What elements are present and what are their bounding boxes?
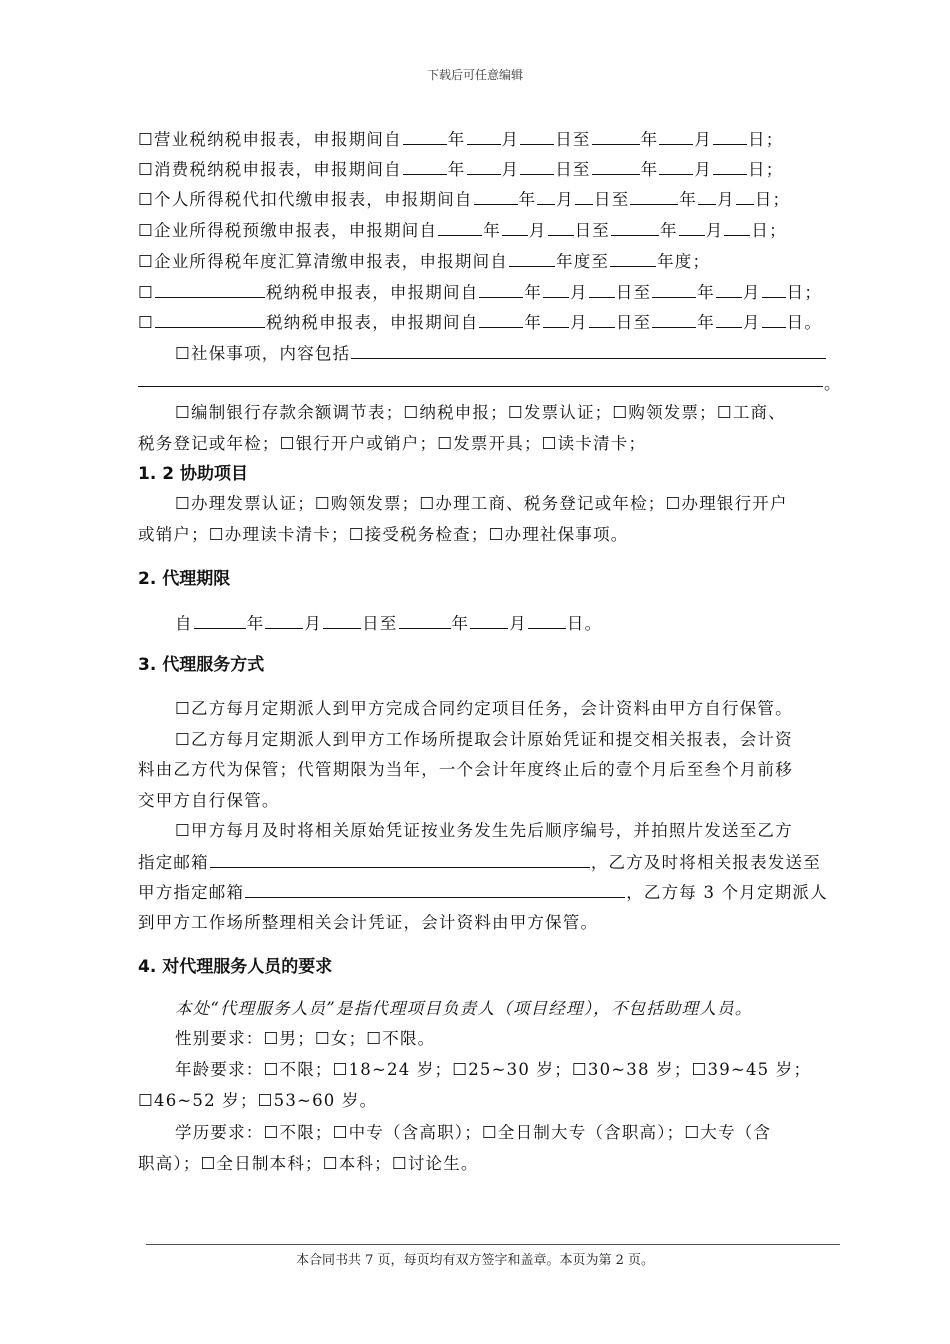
- year: 年: [483, 221, 501, 240]
- month: 月: [742, 313, 761, 332]
- staff-note: 本处“代理服务人员”是指代理项目负责人（项目经理），不包括助理人员。: [175, 999, 753, 1018]
- label: 指定邮箱: [138, 853, 209, 872]
- service-option-3a: ☐甲方每月及时将相关原始凭证按业务发生先后顺序编号，并拍照片发送至乙方: [175, 821, 793, 840]
- year: 年: [524, 313, 543, 332]
- gender-requirement: 性别要求：☐男；☐女；☐不限。: [175, 1029, 436, 1048]
- service-option-1: ☐乙方每月定期派人到甲方完成合同约定项目任务，会计资料由甲方自行保管。: [175, 699, 793, 718]
- label: ☐企业所得税预缴申报表，申报期间自: [138, 221, 438, 240]
- day: 日；: [751, 221, 787, 240]
- label: ☐社保事项，内容包括: [175, 344, 351, 363]
- year-end: 年度；: [657, 252, 711, 271]
- day-to: 日至: [555, 160, 591, 179]
- tax-line-corporate-annual: [138, 249, 710, 274]
- year: 年: [246, 614, 265, 633]
- year: 年: [697, 313, 715, 332]
- day: 日；: [786, 283, 823, 302]
- footer-divider: [146, 1244, 840, 1245]
- year: 年: [660, 221, 678, 240]
- month: 月: [694, 130, 713, 149]
- items-line-a: ☐编制银行存款余额调节表；☐纳税申报；☐发票认证；☐购领发票；☐工商、: [175, 403, 786, 422]
- service-option-3d: 到甲方工作场所整理相关会计凭证，会计资料由甲方保管。: [138, 913, 599, 932]
- year: 年: [451, 614, 470, 633]
- day-to: 日至: [615, 283, 652, 302]
- year: 年: [524, 283, 543, 302]
- month: 月: [501, 160, 520, 179]
- section-1-2-title: 1. 2 协助项目: [138, 464, 248, 484]
- section-3-title: 3. 代理服务方式: [138, 655, 265, 675]
- checkbox: ☐: [138, 283, 154, 302]
- month: 月: [717, 190, 735, 209]
- day: 日；: [748, 130, 784, 149]
- month: 月: [705, 221, 724, 240]
- label: 税纳税申报表，申报期间自: [266, 313, 479, 332]
- day-to: 日至: [574, 221, 611, 240]
- education-requirement-a: 学历要求：☐不限；☐中专（含高职）；☐全日制大专（含职高）；☐大专（含: [175, 1123, 772, 1142]
- month: 月: [509, 614, 527, 633]
- service-option-2b: 料由乙方代为保管；代管期限为当年，一个会计年度终止后的壹个月后至叁个月前移: [138, 760, 793, 779]
- month: 月: [304, 614, 323, 633]
- year-to: 年度至: [556, 252, 610, 271]
- year: 年: [640, 130, 659, 149]
- month: 月: [501, 130, 520, 149]
- label: ，乙方及时将相关报表发送至: [590, 853, 821, 872]
- day-to: 日至: [594, 190, 630, 209]
- age-requirement-b: ☐46~52 岁；☐53~60 岁。: [138, 1091, 378, 1110]
- label: ☐消费税纳税申报表，申报期间自: [138, 160, 402, 179]
- day-to: 日至: [615, 313, 652, 332]
- month: 月: [570, 313, 588, 332]
- service-option-2c: 交甲方自行保管。: [138, 791, 280, 810]
- label: 税纳税申报表，申报期间自: [266, 283, 479, 302]
- year: 年: [640, 160, 659, 179]
- day: 日；: [754, 190, 791, 209]
- age-requirement-a: 年龄要求：☐不限；☐18~24 岁；☐25~30 岁；☐30~38 岁；☐39~45 岁；: [175, 1060, 812, 1079]
- label: ☐个人所得税代扣代缴申报表，申报期间自: [138, 190, 473, 209]
- label: 甲方指定邮箱: [138, 883, 245, 902]
- tax-line-personal: [138, 187, 790, 212]
- label: ☐企业所得税年度汇算清缴申报表，申报期间自: [138, 252, 508, 271]
- assist-line-b: 或销户；☐办理读卡清卡；☐接受税务检查；☐办理社保事项。: [138, 525, 629, 544]
- month: 月: [694, 160, 713, 179]
- education-requirement-b: 职高）；☐全日制本科；☐本科；☐讨论生。: [138, 1154, 479, 1173]
- month: 月: [528, 221, 547, 240]
- day: 日。: [786, 313, 823, 332]
- service-option-2a: ☐乙方每月定期派人到甲方工作场所提取会计原始凭证和提交相关报表，会计资: [175, 730, 793, 749]
- year: 年: [447, 130, 466, 149]
- day-to: 日至: [555, 130, 591, 149]
- items-line-b: 税务登记或年检；☐银行开户或销户；☐发票开具；☐读卡清卡；: [138, 434, 647, 453]
- section-2-title: 2. 代理期限: [138, 569, 231, 589]
- blank-underline: [138, 386, 823, 387]
- month: 月: [570, 283, 588, 302]
- tax-line-business: [138, 127, 783, 152]
- section-4-title: 4. 对代理服务人员的要求: [138, 957, 333, 977]
- checkbox: ☐: [138, 313, 154, 332]
- tax-line-consumption: [138, 157, 783, 182]
- from: 自: [175, 614, 193, 633]
- period-mark: 。: [824, 374, 842, 393]
- label: ☐营业税纳税申报表，申报期间自: [138, 130, 402, 149]
- service-option-3b: [138, 850, 821, 875]
- page-header: 下载后可任意编辑: [426, 68, 523, 82]
- year: 年: [447, 160, 466, 179]
- assist-line-a: ☐办理发票认证；☐购领发票；☐办理工商、税务登记或年检；☐办理银行开户: [175, 494, 788, 513]
- month: 月: [742, 283, 761, 302]
- page-footer: 本合同书共 7 页，每页均有双方签字和盖章。本页为第 2 页。: [295, 1253, 655, 1268]
- label: ，乙方每 3 个月定期派人: [626, 883, 828, 902]
- service-option-3c: [138, 880, 828, 905]
- day: 日；: [748, 160, 784, 179]
- tax-line-corporate-prepay: [138, 218, 787, 243]
- year: 年: [679, 190, 698, 209]
- tax-line-other-2: [138, 310, 822, 335]
- day: 日。: [566, 614, 603, 633]
- social-security-line: [175, 341, 827, 366]
- year: 年: [518, 190, 537, 209]
- month: 月: [556, 190, 574, 209]
- day-to: 日至: [362, 614, 398, 633]
- tax-line-other-1: [138, 280, 822, 305]
- term-line: [175, 611, 602, 636]
- year: 年: [697, 283, 715, 302]
